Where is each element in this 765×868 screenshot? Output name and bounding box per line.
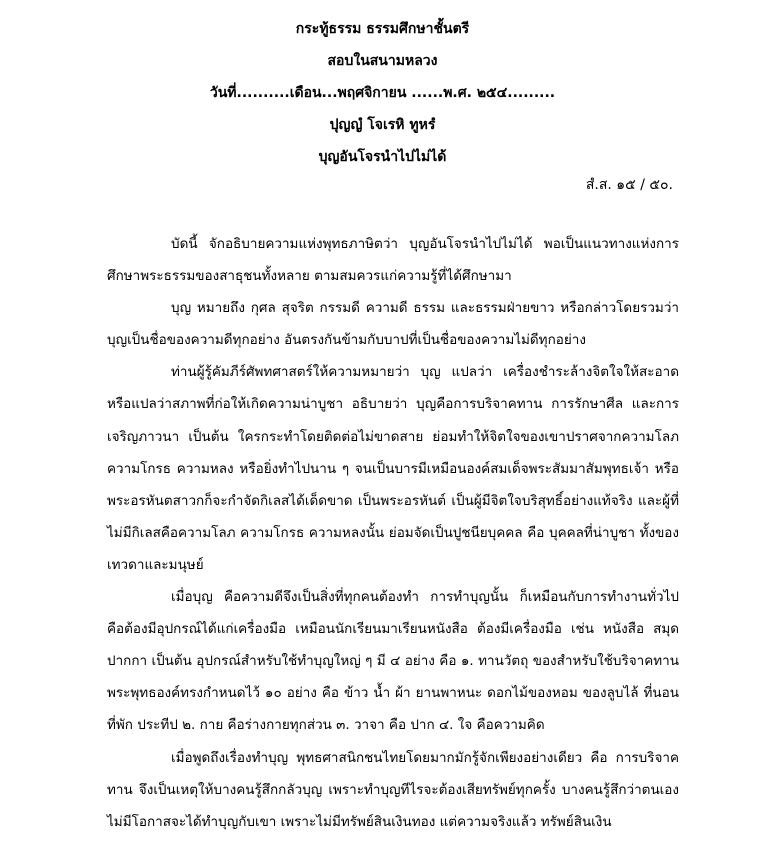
essay-body (107, 228, 679, 838)
pali-motto: ปุญญํ โจเรหิ ทูหรํ (329, 117, 436, 133)
thai-motto: บุญอันโจรนำไปไม่ได้ (318, 149, 447, 165)
paragraph: บัดนี้ จักอธิบายความแห่งพุทธภาษิตว่า บุญอันโจรนำไปไม่ได้ พอเป็นแนวทางแห่งการศึกษาพระธรรมของสาธุชนทั้งหลาย ตามสมควรแก่ความรู้ที่ได้ศึกษามา (107, 236, 679, 285)
subject-title: กระทู้ธรรม ธรรมศึกษาชั้นตรี (295, 21, 470, 37)
paragraph: บุญ หมายถึง กุศล สุจริต กรรมดี ความดี ธรรม และธรรมฝ่ายขาว หรือกล่าวโดยรวมว่า บุญเป็นชื่อของความดีทุกอย่าง อันตรงกันข้ามกับบาปที่เป็นชื่อของความไม่ดีทุกอย่าง (107, 300, 679, 349)
document-header (0, 15, 765, 175)
paragraph: เมื่อบุญ คือความดีจึงเป็นสิ่งที่ทุกคนต้องทำ การทำบุญนั้น ก็เหมือนกับการทำงานทั่วไป คือต้องมีอุปกรณ์ได้แก่เครื่องมือ เหมือนนักเรียนมาเรียนหนังสือ ต้องมีเครื่องมือ เช่น หนังสือ สมุด ปากกา เป็นต้น อุปกรณ์สำหรับใช้ทำบุญใหญ่ ๆ มี ๔ อย่าง คือ ๑. ทานวัตถุ ของสำหรับใช้บริจาคทาน พระพุทธองค์ทรงกำหนดไว้ ๑๐ อย่าง คือ ข้าว น้ำ ผ้า ยานพาหนะ ดอกไม้ของหอม ของลูบไล้ ที่นอน ที่พัก ประทีป ๒. กาย คือร่างกายทุกส่วน ๓. วาจา คือ ปาก ๔. ใจ คือความคิด (107, 589, 679, 734)
paragraph: ท่านผู้รู้คัมภีร์ศัพทศาสตร์ให้ความหมายว่า บุญ แปลว่า เครื่องชำระล้างจิตใจให้สะอาด หรือแปลว่าสภาพที่ก่อให้เกิดความน่าบูชา อธิบายว่า บุญคือการบริจาคทาน การรักษาศีล และการเจริญภาวนา เป็นต้น ใครกระทำโดยติดต่อไม่ขาดสาย ย่อมทำให้จิตใจของเขาปราศจากความโลภ ความโกรธ ความหลง หรือยิ่งทำไปนาน ๆ จนเป็นบารมีเหมือนองค์สมเด็จพระสัมมาสัมพุทธเจ้า หรือพระอรหันตสาวกก็จะกำจัดกิเลสได้เด็ดขาด เป็นพระอรหันต์ เป็นผู้มีจิตใจบริสุทธิ์อย่างแท้จริง และผู้ที่ไม่มีกิเลสคือความโลภ ความโกรธ ความหลงนั้น ย่อมจัดเป็นปูชนียบุคคล คือ บุคคลที่น่าบูชา ทั้งของเทวดาและมนุษย์ (107, 364, 679, 573)
exam-date-line: วันที่..........เดือน...พฤศจิกายน ......พ.ศ. ๒๕๔......... (209, 85, 556, 101)
exam-location: สอบในสนามหลวง (327, 53, 438, 69)
paragraph: เมื่อพูดถึงเรื่องทำบุญ พุทธศาสนิกชนไทยโดยมากมักรู้จักเพียงอย่างเดียว คือ การบริจาคทาน จึงเป็นเหตุให้บางคนรู้สึกกลัวบุญ เพราะทำบุญทีไรจะต้องเสียทรัพย์ทุกครั้ง บางคนรู้สึกว่าตนเองไม่มีโอกาสจะได้ทำบุญกับเขา เพราะไม่มีทรัพย์สินเงินทอง แต่ความจริงแล้ว ทรัพย์สินเงิน (107, 749, 679, 830)
scripture-reference: สํ.ส. ๑๕ / ๕๐. (585, 177, 673, 193)
